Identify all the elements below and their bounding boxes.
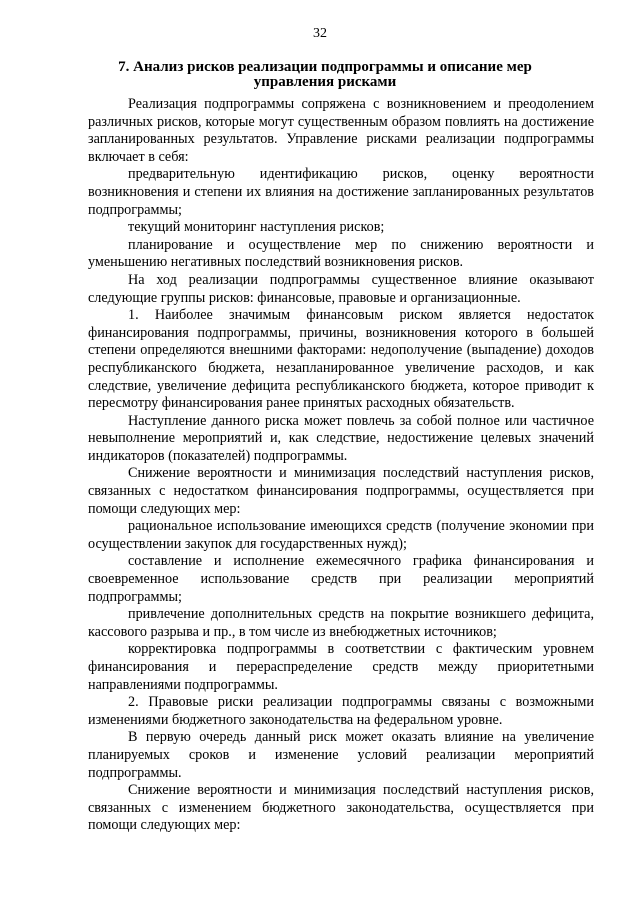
- paragraph: Снижение вероятности и минимизация последствий наступления рисков, связанных с недостатком финансирования подпрограммы, осуществляется при помощи следующих мер:: [88, 465, 594, 517]
- section-heading-line-1: 7. Анализ рисков реализации подпрограммы и описание мер: [118, 59, 532, 75]
- paragraph: В первую очередь данный риск может оказать влияние на увеличение планируемых сроков и изменение условий реализации мероприятий подпрограммы.: [88, 729, 594, 781]
- paragraph: планирование и осуществление мер по снижению вероятности и уменьшению негативных последствий возникновения рисков.: [88, 236, 594, 271]
- paragraph: Снижение вероятности и минимизация последствий наступления рисков, связанных с изменением бюджетного законодательства, осуществляется при помощи следующих мер:: [88, 782, 594, 834]
- paragraph: 2. Правовые риски реализации подпрограммы связаны с возможными изменениями бюджетного законодательства на федеральном уровне.: [88, 694, 594, 728]
- section-heading: [95, 60, 555, 90]
- paragraph: рациональное использование имеющихся средств (получение экономии при осуществлении закупок для государственных нужд);: [88, 518, 594, 552]
- body-text: [88, 96, 594, 835]
- section-heading-line-2: управления рисками: [253, 74, 397, 90]
- paragraph: текущий мониторинг наступления рисков;: [128, 219, 385, 236]
- paragraph: На ход реализации подпрограммы существенное влияние оказывают следующие группы рисков: финансовые, правовые и организационные.: [88, 271, 594, 306]
- paragraph: 1. Наиболее значимым финансовым риском является недостаток финансирования подпрограммы, причины, возникновения которого в большей степени определяются внешними факторами: недополучение (выпадение) доходов республиканского бюджета, незапланированное увеличение расходов, и как следствие, увеличение дефицита республиканского бюджета, которое приводит к пересмотру финансирования ранее принятых расходных обязательств.: [88, 307, 594, 412]
- paragraph: предварительную идентификацию рисков, оценку вероятности возникновения и степени их влияния на достижение запланированных результатов подпрограммы;: [88, 166, 594, 218]
- paragraph: Наступление данного риска может повлечь за собой полное или частичное невыполнение мероприятий и, как следствие, недостижение целевых значений индикаторов (показателей) подпрограммы.: [88, 412, 594, 464]
- paragraph: привлечение дополнительных средств на покрытие возникшего дефицита, кассового разрыва и пр., в том числе из внебюджетных источников;: [88, 606, 594, 640]
- page-number: 32: [313, 26, 327, 41]
- paragraph: Реализация подпрограммы сопряжена с возникновением и преодолением различных рисков, которые могут существенным образом повлиять на достижение запланированных результатов. Управление рисками реализации подпрограммы включает в себя:: [88, 96, 594, 165]
- paragraph: корректировка подпрограммы в соответствии с фактическим уровнем финансирования и перераспределение средств между приоритетными направлениями подпрограммы.: [88, 641, 594, 693]
- paragraph: составление и исполнение ежемесячного графика финансирования и своевременное использование средств при реализации мероприятий подпрограммы;: [88, 553, 594, 605]
